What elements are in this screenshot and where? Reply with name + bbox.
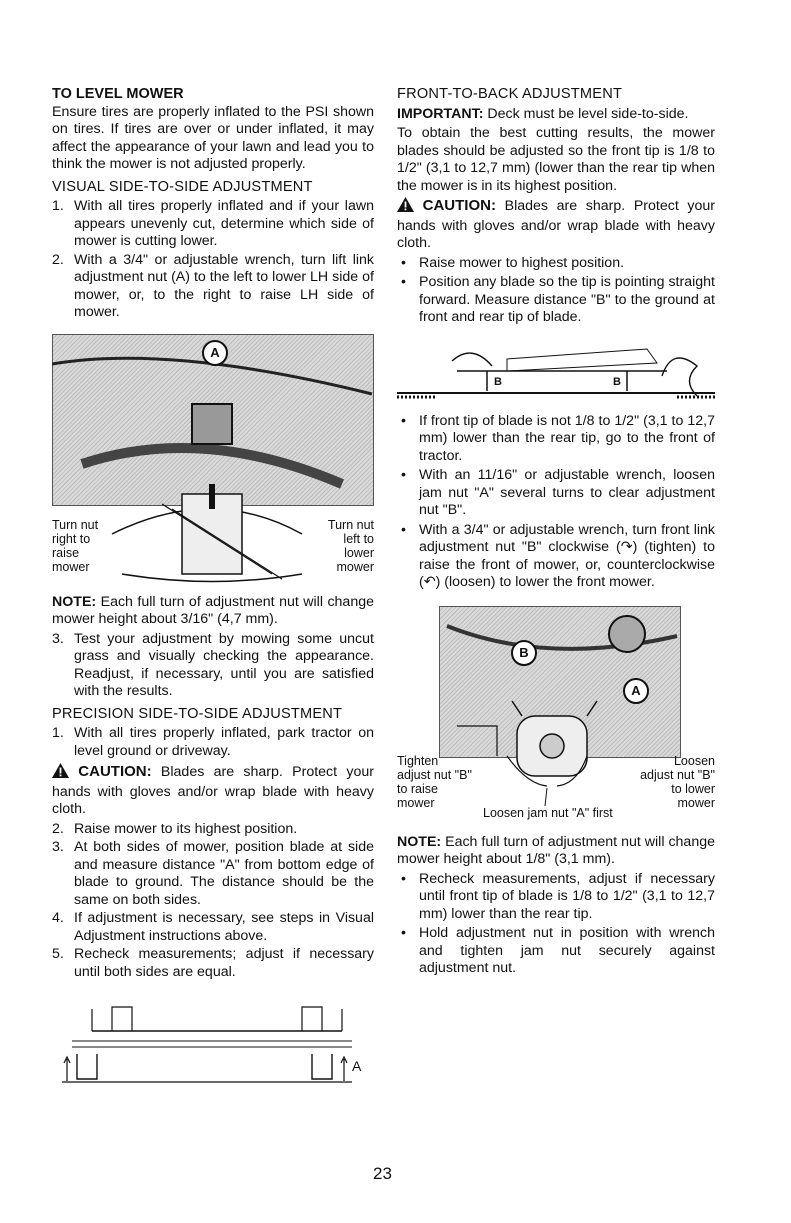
warning-icon (397, 197, 414, 218)
left-column (52, 86, 374, 1085)
front-link-figure (397, 606, 715, 824)
distance-b-rear-label: B (613, 375, 621, 388)
distance-b-front-label: B (494, 375, 502, 388)
caption-tighten: Tighten adjust nut "B" to raise mower (397, 753, 472, 810)
test-step-list (52, 631, 374, 701)
blade-measure-illustration (397, 341, 715, 403)
important-label: IMPORTANT: (397, 105, 484, 122)
precision-step: 2. Raise mower to its highest position. (52, 820, 298, 837)
caption-loosen: Loosen adjust nut "B" to lower mower (640, 753, 715, 810)
front-back-heading: FRONT-TO-BACK ADJUSTMENT (397, 86, 623, 102)
precision-step: 5. Recheck measurements; adjust if necessary until both sides are equal. (52, 946, 374, 980)
distance-a-label: A (352, 1058, 362, 1074)
bullet-item: • With a 3/4" or adjustable wrench, turn front link adjustment nut "B" clockwise (↷) (tighten) to raise the front of mower, or, counterclockwise (↶) (loosen) to lower the front mower. (401, 521, 715, 590)
caption-jam-nut: Loosen jam nut "A" first (483, 805, 613, 820)
side-measure-figure (52, 999, 374, 1085)
caption-raise: Turn nut right to raise mower (52, 517, 99, 574)
important-paragraph (397, 106, 715, 124)
note-label: NOTE: (397, 833, 442, 850)
section-title: TO LEVEL MOWER (52, 86, 184, 102)
precision-step: 1. With all tires properly inflated, park tractor on level ground or driveway. (52, 725, 374, 759)
right-column (397, 86, 715, 980)
bullets-recheck (397, 871, 715, 978)
bullets-raise (397, 255, 715, 327)
precision-step-1 (52, 725, 374, 760)
intro-paragraph: Ensure tires are properly inflated to the PSI shown on tires. If tires are over or under inflated, it may affect the appearance of your lawn and lead you to think the mower is not adjusted properly. (52, 103, 374, 172)
precision-step: 3. At both sides of mower, position blade at side and measure distance "A" from bottom edge of blade to ground. The distance should be the same on both sides. (52, 839, 374, 908)
warning-icon (52, 763, 69, 784)
caption-lower: Turn nut left to lower mower (327, 517, 374, 574)
bullet-item: • Position any blade so the tip is pointing straight forward. Measure distance "B" to the ground at front and rear tip of blade. (401, 274, 715, 325)
visual-step: 1. With all tires properly inflated and if your lawn appears unevenly cut, determine which side of mower is cutting lower. (52, 198, 374, 249)
caution-label: CAUTION: (78, 763, 152, 780)
note-label: NOTE: (52, 593, 97, 610)
note-paragraph (52, 594, 374, 629)
bullet-item: • Raise mower to highest position. (401, 254, 625, 271)
caution-text: Blades are sharp. Protect your hands with gloves and/or wrap blade with heavy cloth. (397, 198, 715, 251)
note-paragraph (397, 834, 715, 869)
visual-heading: VISUAL SIDE-TO-SIDE ADJUSTMENT (52, 178, 313, 195)
bullet-item: • If front tip of blade is not 1/8 to 1/2" (3,1 to 12,7 mm) lower than the rear tip, go to the front of tractor. (401, 412, 715, 464)
bullets-adjust (397, 413, 715, 592)
callout-a: A (202, 340, 228, 366)
caution-paragraph (397, 197, 715, 253)
callout-b: B (511, 640, 537, 666)
test-step: 3. Test your adjustment by mowing some uncut grass and visually checking the appearance. Readjust, if necessary, until you are satisfied with the results. (52, 630, 374, 699)
note-text: Each full turn of adjustment nut will change mower height about 1/8" (3,1 mm). (397, 833, 715, 867)
precision-steps (52, 821, 374, 982)
visual-steps (52, 198, 374, 322)
bullet-item: • Recheck measurements, adjust if necessary until front tip of blade is 1/8 to 1/2" (3,1 to 12,7 mm) lower than the rear tip. (401, 870, 715, 922)
callout-a: A (623, 678, 649, 704)
caution-paragraph (52, 763, 374, 819)
precision-heading: PRECISION SIDE-TO-SIDE ADJUSTMENT (52, 705, 343, 722)
caution-text: Blades are sharp. Protect your hands with gloves and/or wrap blade with heavy cloth. (52, 764, 374, 817)
important-text: Deck must be level side-to-side. (487, 105, 689, 122)
visual-step: 2. With a 3/4" or adjustable wrench, turn lift link adjustment nut (A) to the left to lower LH side of mower, or, to the right to raise LH side of mower. (52, 251, 374, 320)
bullet-item: • Hold adjustment nut in position with wrench and tighten jam nut securely against adjustment nut. (401, 925, 715, 976)
caution-label: CAUTION: (422, 197, 496, 214)
page-number: 23 (373, 1164, 392, 1183)
note-text: Each full turn of adjustment nut will change mower height about 3/16" (4,7 mm). (52, 593, 374, 627)
front-back-paragraph: To obtain the best cutting results, the mower blades should be adjusted so the front tip is 1/8 to 1/2" (3,1 to 12,7 mm) (lower than the rear tip when the mower is in its highest position. (397, 125, 715, 194)
precision-step: 4. If adjustment is necessary, see steps in Visual Adjustment instructions above. (52, 910, 374, 944)
lift-link-figure (52, 334, 374, 586)
bullet-item: • With an 11/16" or adjustable wrench, loosen jam nut "A" several turns to clear adjustment nut "B". (401, 467, 715, 518)
side-measure-illustration (52, 999, 374, 1085)
blade-measure-figure (397, 341, 715, 403)
